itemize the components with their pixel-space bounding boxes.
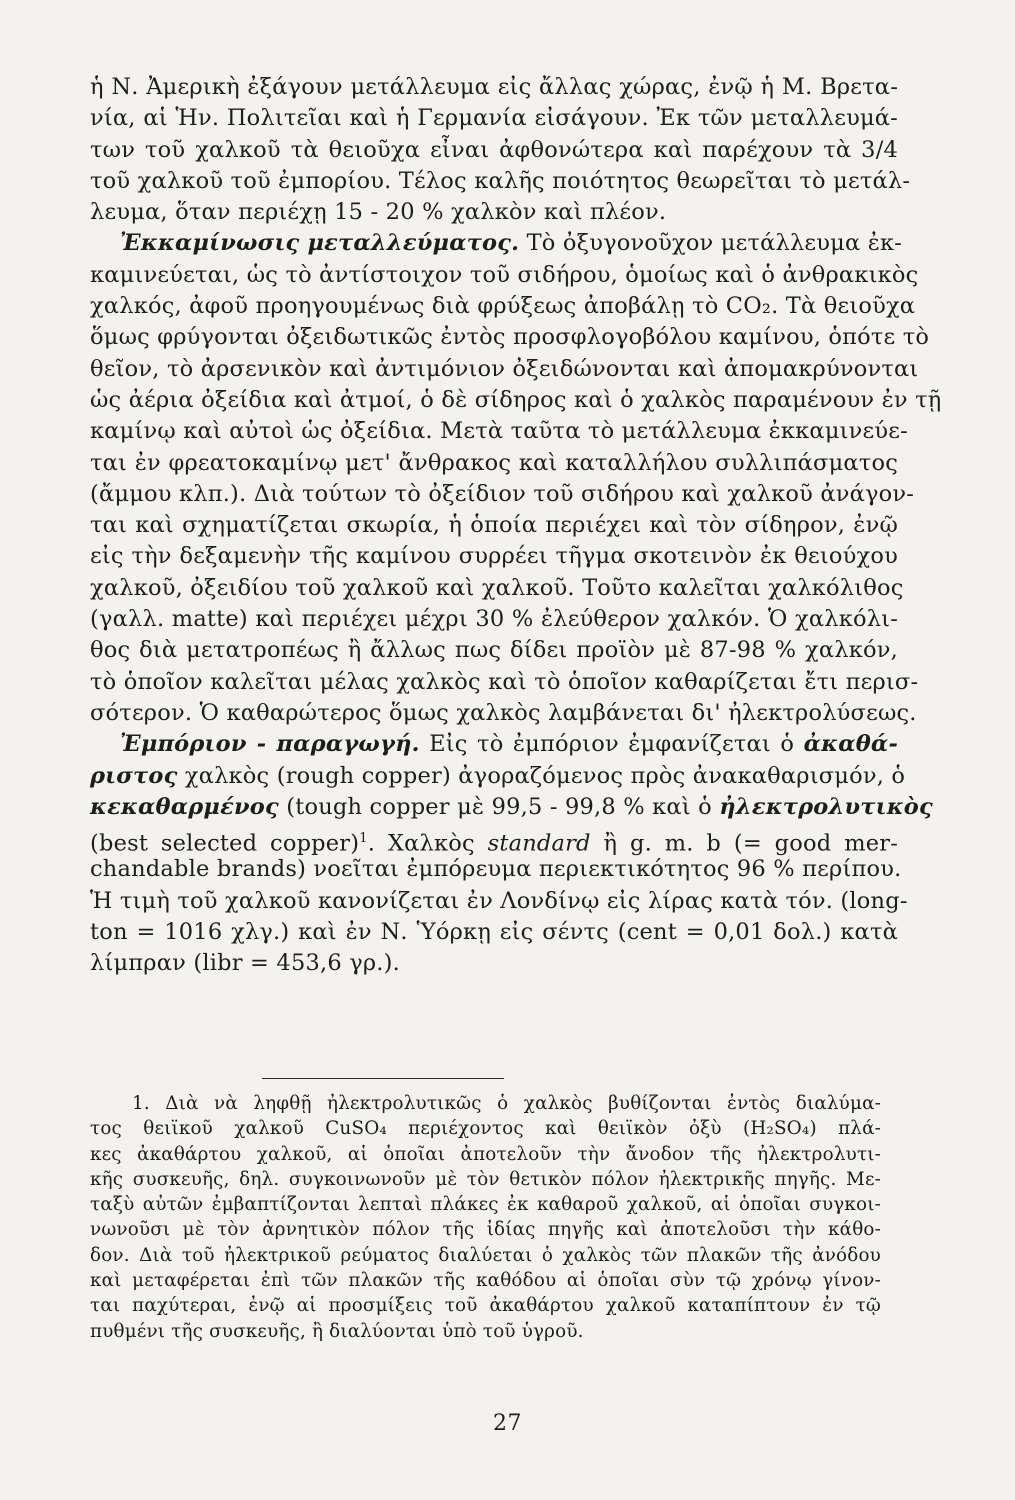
footnote-line: πυθμένι τῆς συσκευῆς, ἢ διαλύονται ὑπὸ τοῦ ὑγροῦ. (90, 1320, 584, 1342)
text-span: ἢ g. m. b (= good mer- (603, 830, 898, 857)
footnote-line: κες ἀκαθάρτου χαλκοῦ, αἱ ὁποῖαι ἀποτελοῦν τὴν ἄνοδον τῆς ἠλεκτρολυτι- (90, 1143, 881, 1165)
text-line: ται ἐν φρεατοκαμίνῳ μετ' ἄνθρακος καὶ καταλλήλου συλλιπάσματος (90, 449, 898, 476)
footnote-line: καὶ μεταφέρεται ἐπὶ τῶν πλακῶν τῆς καθόδου αἱ ὁποῖαι σὺν τῷ χρόνῳ γίνον- (90, 1270, 881, 1292)
footnote-line: 1. Διὰ νὰ ληφθῇ ἠλεκτρολυτικῶς ὁ χαλκὸς βυθίζονται ἐντὸς διαλύμα- (132, 1093, 881, 1114)
text-line: των τοῦ χαλκοῦ τὰ θειοῦχα εἶναι ἀφθονώτερα καὶ παρέχουν τὰ 3/4 (90, 136, 898, 163)
footnote-line: ταξὺ αὐτῶν ἐμβαπτίζονται λεπταὶ πλάκες ἐκ καθαροῦ χαλκοῦ, αἱ ὁποῖαι συγκοι- (90, 1194, 881, 1216)
section-first-line (90, 729, 898, 760)
text-line: ὡς ἀέρια ὀξείδια καὶ ἀτμοί, ὁ δὲ σίδηρος καὶ ὁ χαλκὸς παραμένουν ἐν τῇ (90, 386, 942, 413)
term-italic: ἀκαθά- (803, 731, 898, 758)
main-text (90, 72, 942, 980)
term-italic: ἠλεκτρολυτικὸς (719, 793, 933, 820)
text-line: ται καὶ σχηματίζεται σκωρία, ἡ ὁποία περιέχει καὶ τὸν σίδηρον, ἐνῷ (90, 512, 898, 539)
footnote-block (90, 1091, 881, 1344)
page-number: 27 (493, 1411, 522, 1436)
text-line: καμινεύεται, ὡς τὸ ἀντίστοιχον τοῦ σιδήρου, ὁμοίως καὶ ὁ ἀνθρακικὸς (90, 261, 919, 288)
footnote-line: κῆς συσκευῆς, δηλ. συγκοινωνοῦν μὲ τὸν θετικὸν πόλον ἠλεκτρικῆς πηγῆς. Με- (90, 1168, 881, 1190)
term-italic: standard (487, 830, 591, 857)
section-heading-smelting: Ἐκκαμίνωσις μεταλλεύματος. (120, 230, 520, 257)
text-line (90, 792, 933, 823)
text-line: ὅμως φρύγονται ὀξειδωτικῶς ἐντὸς προσφλογοβόλου καμίνου, ὁπότε τὸ (90, 324, 930, 351)
text-line (90, 823, 898, 857)
section-first-line (90, 228, 903, 259)
text-line: ton = 1016 χλγ.) καὶ ἐν Ν. Ὑόρκῃ εἰς σέντς (cent = 0,01 δολ.) κατὰ (90, 919, 898, 946)
text-line: ἡ Ν. Ἀμερικὴ ἐξάγουν μετάλλευμα εἰς ἄλλας χώρας, ἐνῷ ἡ Μ. Βρετα- (90, 74, 898, 100)
footnote-line: δον. Διὰ τοῦ ἠλεκτρικοῦ ρεύματος διαλύεται ὁ χαλκὸς τῶν πλακῶν τῆς ἀνόδου (90, 1244, 881, 1266)
text-line: χαλκοῦ, ὀξειδίου τοῦ χαλκοῦ καὶ χαλκοῦ. Τοῦτο καλεῖται χαλκόλιθος (90, 574, 904, 601)
footnote-reference[interactable]: 1 (359, 831, 368, 847)
footnote-line: ται παχύτεραι, ἐνῷ αἱ προσμίξεις τοῦ ἀκαθάρτου χαλκοῦ καταπίπτουν ἐν τῷ (90, 1295, 881, 1317)
footnote-line: τος θειϊκοῦ χαλκοῦ CuSO₄ περιέχοντος καὶ θειϊκὸν ὀξὺ (H₂SO₄) πλά- (90, 1118, 881, 1140)
text-line (90, 761, 906, 792)
text-line: θεῖον, τὸ ἀρσενικὸν καὶ ἀντιμόνιον ὀξειδώνονται καὶ ἀπομακρύνονται (90, 355, 919, 382)
text-span: Τὸ ὀξυγονοῦχον μετάλλευμα ἐκ- (526, 230, 903, 257)
text-line: τὸ ὁποῖον καλεῖται μέλας χαλκὸς καὶ τὸ ὁποῖον καθαρίζεται ἔτι περισ- (90, 668, 919, 695)
text-line: σότερον. Ὁ καθαρώτερος ὅμως χαλκὸς λαμβάνεται δι' ἠλεκτρολύσεως. (90, 699, 917, 726)
text-line: chandable brands) νοεῖται ἐμπόρευμα περιεκτικότητος 96 % περίπου. (90, 856, 902, 883)
text-span: (best selected copper) (90, 830, 360, 857)
term-italic: κεκαθαρμένος (90, 793, 279, 820)
text-span: Εἰς τὸ ἐμπόριον ἐμφανίζεται ὁ (429, 731, 795, 758)
text-span: . Χαλκὸς (367, 830, 475, 857)
footnote-divider (262, 1078, 504, 1079)
text-line: (ἄμμου κλπ.). Διὰ τούτων τὸ ὀξείδιον τοῦ σιδήρου καὶ χαλκοῦ ἀνάγον- (90, 480, 915, 507)
text-span: (tough copper μὲ 99,5 - 99,8 % καὶ ὁ (286, 793, 712, 820)
text-line: χαλκός, ἀφοῦ προηγουμένως διὰ φρύξεως ἀποβάλῃ τὸ CO₂. Τὰ θειοῦχα (90, 293, 916, 320)
term-italic: ριστος (90, 762, 178, 789)
text-line: τοῦ χαλκοῦ τοῦ ἐμπορίου. Τέλος καλῆς ποιότητος θεωρεῖται τὸ μετάλ- (90, 167, 911, 194)
text-line: νία, αἱ Ἡν. Πολιτεῖαι καὶ ἡ Γερμανία εἰσάγουν. Ἐκ τῶν μεταλλευμά- (90, 105, 898, 132)
text-line: εἰς τὴν δεξαμενὴν τῆς καμίνου συρρέει τῆγμα σκοτεινὸν ἐκ θειούχου (90, 543, 898, 570)
text-line: λίμπραν (libr = 453,6 γρ.). (90, 950, 400, 977)
text-line: θος διὰ μετατροπέως ἢ ἄλλως πως δίδει προϊὸν μὲ 87-98 % χαλκόν, (90, 637, 898, 664)
text-line: (γαλλ. matte) καὶ περιέχει μέχρι 30 % ἐλεύθερον χαλκόν. Ὁ χαλκόλι- (90, 606, 898, 633)
section-heading-trade: Ἐμπόριον - παραγωγή. (120, 731, 420, 758)
text-line: Ἡ τιμὴ τοῦ χαλκοῦ κανονίζεται ἐν Λονδίνῳ εἰς λίρας κατὰ τόν. (long- (90, 887, 908, 914)
text-line: καμίνῳ καὶ αὐτοὶ ὡς ὀξείδια. Μετὰ ταῦτα τὸ μετάλλευμα ἐκκαμινεύε- (90, 418, 908, 445)
text-span: χαλκὸς (rough copper) ἀγοραζόμενος πρὸς ἀνακαθαρισμόν, ὁ (184, 762, 906, 789)
text-line: λευμα, ὅταν περιέχῃ 15 - 20 % χαλκὸν καὶ πλέον. (90, 199, 667, 226)
footnote-line: νωνοῦσι μὲ τὸν ἀρνητικὸν πόλον τῆς ἰδίας πηγῆς καὶ ἀποτελοῦσι τὴν κάθο- (90, 1219, 881, 1241)
